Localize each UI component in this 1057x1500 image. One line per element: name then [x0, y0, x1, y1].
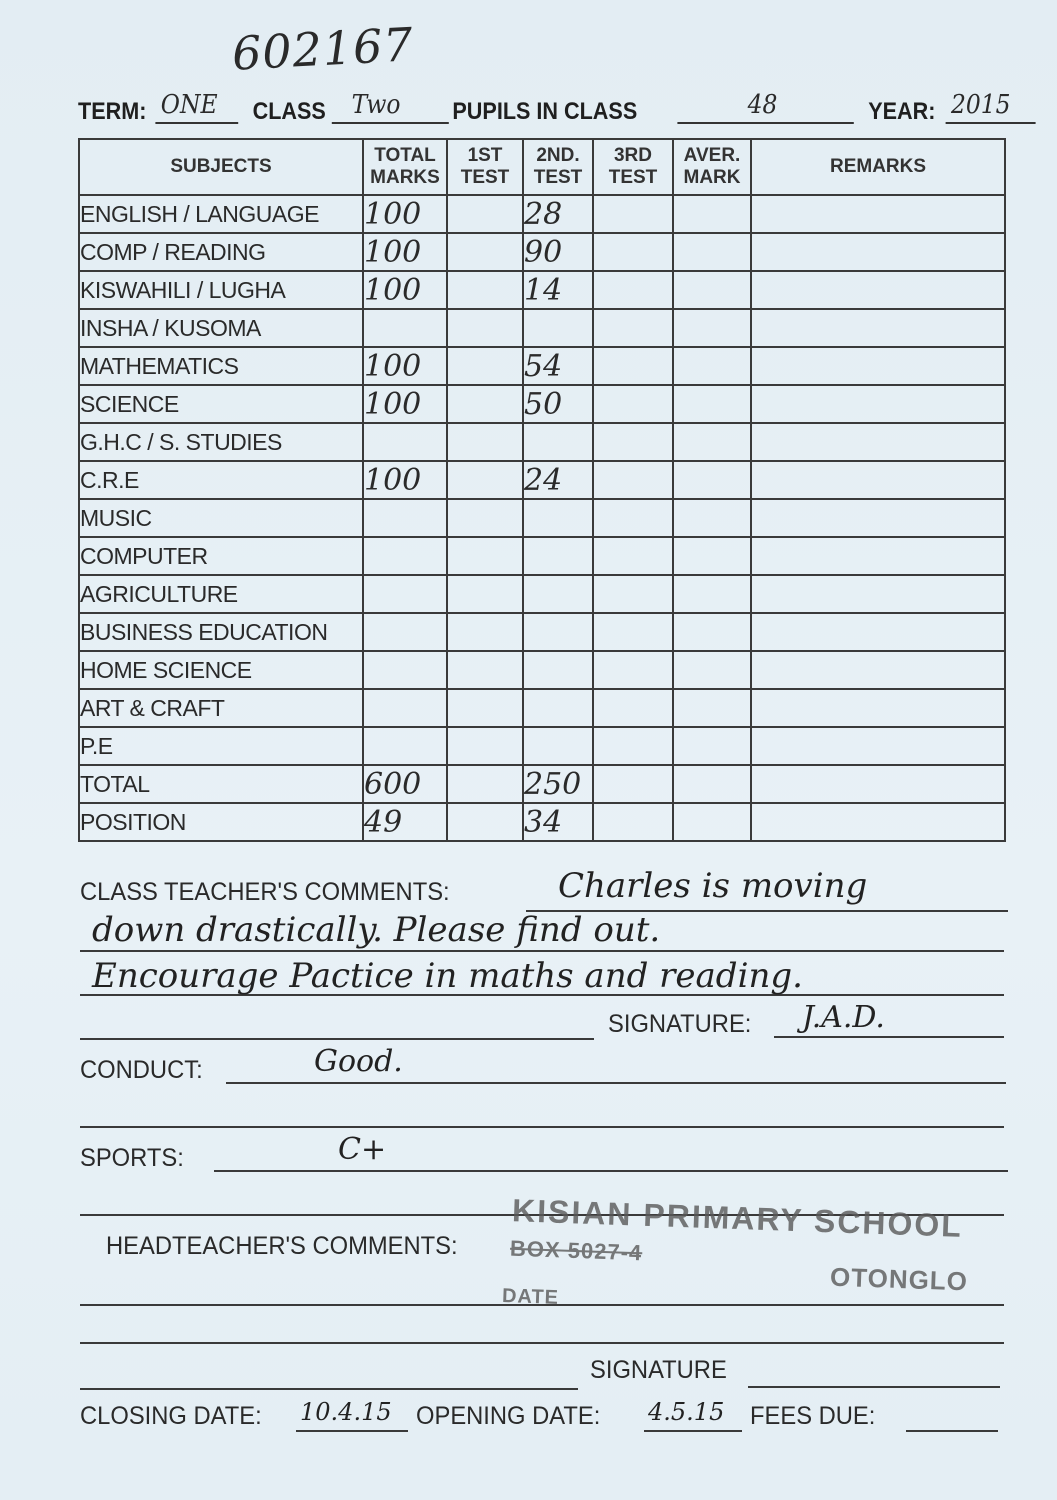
subject-cell: INSHA / KUSOMA	[79, 309, 363, 347]
table-row	[79, 233, 1005, 271]
table-row	[79, 575, 1005, 613]
serial-number: 602167	[230, 17, 415, 81]
second-test-cell[interactable]: 14	[523, 271, 593, 309]
average-mark-cell[interactable]	[673, 537, 751, 575]
third-test-cell[interactable]	[593, 689, 673, 727]
third-test-cell[interactable]	[593, 651, 673, 689]
second-test-cell[interactable]	[523, 309, 593, 347]
total-marks-cell[interactable]	[363, 651, 447, 689]
total-marks-cell[interactable]	[363, 309, 447, 347]
table-header-row	[79, 139, 1005, 195]
average-mark-cell[interactable]	[673, 385, 751, 423]
first-test-cell[interactable]	[447, 385, 523, 423]
remarks-cell[interactable]	[751, 689, 1005, 727]
subject-cell: ENGLISH / LANGUAGE	[79, 195, 363, 233]
remarks-cell[interactable]	[751, 195, 1005, 233]
total-marks-cell[interactable]: 600	[363, 765, 447, 803]
third-test-cell[interactable]	[593, 765, 673, 803]
subjects-header: SUBJECTS	[79, 139, 363, 195]
second-test-cell[interactable]: 34	[523, 803, 593, 841]
total-marks-cell[interactable]	[363, 689, 447, 727]
average-mark-cell[interactable]	[673, 689, 751, 727]
subject-cell: G.H.C / S. STUDIES	[79, 423, 363, 461]
third-test-cell[interactable]	[593, 727, 673, 765]
second-test-cell[interactable]: 28	[523, 195, 593, 233]
first-test-cell[interactable]	[447, 803, 523, 841]
table-row	[79, 461, 1005, 499]
table-row	[79, 195, 1005, 233]
first-test-cell[interactable]	[447, 195, 523, 233]
first-test-cell[interactable]	[447, 271, 523, 309]
remarks-header: REMARKS	[751, 139, 1005, 195]
first-test-cell[interactable]	[447, 309, 523, 347]
total-marks-cell[interactable]	[363, 499, 447, 537]
average-mark-cell[interactable]	[673, 309, 751, 347]
table-row	[79, 347, 1005, 385]
remarks-cell[interactable]	[751, 233, 1005, 271]
remarks-cell[interactable]	[751, 271, 1005, 309]
remarks-cell[interactable]	[751, 803, 1005, 841]
school-stamp-town: OTONGLO	[829, 1261, 969, 1297]
average-mark-cell[interactable]	[673, 651, 751, 689]
table-row	[79, 613, 1005, 651]
second-test-cell[interactable]: 50	[523, 385, 593, 423]
average-mark-cell[interactable]	[673, 613, 751, 651]
average-mark-cell[interactable]	[673, 765, 751, 803]
pupils-value: 48	[747, 90, 778, 120]
subject-cell: KISWAHILI / LUGHA	[79, 271, 363, 309]
first-test-cell[interactable]	[447, 613, 523, 651]
second-test-cell[interactable]	[523, 575, 593, 613]
third-test-cell[interactable]	[593, 271, 673, 309]
subject-cell: SCIENCE	[79, 385, 363, 423]
remarks-cell[interactable]	[751, 537, 1005, 575]
first-test-cell[interactable]	[447, 423, 523, 461]
table-row	[79, 803, 1005, 841]
table-row	[79, 537, 1005, 575]
subject-cell: ART & CRAFT	[79, 689, 363, 727]
term-field[interactable]	[155, 92, 238, 124]
class-field[interactable]	[332, 92, 449, 124]
third-test-cell[interactable]	[593, 461, 673, 499]
third-test-cell[interactable]	[593, 499, 673, 537]
table-row	[79, 499, 1005, 537]
subject-cell: COMP / READING	[79, 233, 363, 271]
third-test-header: 3RD TEST	[593, 139, 673, 195]
third-test-cell[interactable]	[593, 803, 673, 841]
third-test-cell[interactable]	[593, 537, 673, 575]
school-stamp-date: DATE	[501, 1285, 560, 1309]
third-test-cell[interactable]	[593, 423, 673, 461]
total-marks-header: TOTAL MARKS	[363, 139, 447, 195]
closing-date-value[interactable]: 10.4.15	[300, 1398, 392, 1426]
second-test-cell[interactable]	[523, 499, 593, 537]
remarks-cell[interactable]	[751, 613, 1005, 651]
term-value: ONE	[160, 90, 218, 120]
total-marks-cell[interactable]: 100	[363, 385, 447, 423]
average-mark-cell[interactable]	[673, 499, 751, 537]
second-test-cell[interactable]	[523, 727, 593, 765]
average-mark-header: AVER. MARK	[673, 139, 751, 195]
subject-cell: BUSINESS EDUCATION	[79, 613, 363, 651]
subject-cell: HOME SCIENCE	[79, 651, 363, 689]
total-marks-cell[interactable]	[363, 613, 447, 651]
third-test-cell[interactable]	[593, 613, 673, 651]
head-signature-label: SIGNATURE	[590, 1356, 727, 1384]
average-mark-cell[interactable]	[673, 727, 751, 765]
table-row	[79, 309, 1005, 347]
year-field[interactable]	[946, 92, 1036, 124]
table-row	[79, 727, 1005, 765]
closing-date-label: CLOSING DATE:	[80, 1402, 262, 1430]
year-label: YEAR:	[868, 98, 936, 125]
table-row	[79, 765, 1005, 803]
first-test-cell[interactable]	[447, 537, 523, 575]
class-value: Two	[351, 90, 401, 120]
remarks-cell[interactable]	[751, 309, 1005, 347]
second-test-cell[interactable]	[523, 613, 593, 651]
conduct-label: CONDUCT:	[80, 1056, 203, 1084]
class-teacher-comment-line1[interactable]: Charles is moving	[558, 866, 868, 906]
class-label: CLASS	[252, 98, 326, 125]
third-test-cell[interactable]	[593, 347, 673, 385]
remarks-cell[interactable]	[751, 461, 1005, 499]
subject-cell: COMPUTER	[79, 537, 363, 575]
class-teacher-signature[interactable]: J.A.D.	[802, 1000, 885, 1035]
average-mark-cell[interactable]	[673, 347, 751, 385]
class-teacher-comments-label: CLASS TEACHER'S COMMENTS:	[80, 878, 450, 906]
remarks-cell[interactable]	[751, 765, 1005, 803]
school-stamp-box: BOX 5027-4	[509, 1235, 643, 1266]
second-test-cell[interactable]	[523, 689, 593, 727]
table-row	[79, 423, 1005, 461]
header-row	[78, 90, 1011, 128]
subject-cell: AGRICULTURE	[79, 575, 363, 613]
first-test-cell[interactable]	[447, 727, 523, 765]
conduct-value[interactable]: Good.	[314, 1044, 403, 1079]
average-mark-cell[interactable]	[673, 423, 751, 461]
remarks-cell[interactable]	[751, 499, 1005, 537]
table-row	[79, 689, 1005, 727]
average-mark-cell[interactable]	[673, 461, 751, 499]
total-marks-cell[interactable]: 100	[363, 461, 447, 499]
second-test-cell[interactable]	[523, 537, 593, 575]
first-test-cell[interactable]	[447, 689, 523, 727]
remarks-cell[interactable]	[751, 347, 1005, 385]
fees-due-label: FEES DUE:	[750, 1402, 876, 1430]
class-teacher-comment-line3[interactable]: Encourage Pactice in maths and reading.	[92, 956, 803, 996]
class-teacher-signature-label: SIGNATURE:	[608, 1010, 752, 1038]
total-marks-cell[interactable]	[363, 537, 447, 575]
year-value: 2015	[951, 90, 1011, 120]
sports-label: SPORTS:	[80, 1144, 184, 1172]
average-mark-cell[interactable]	[673, 271, 751, 309]
first-test-cell[interactable]	[447, 347, 523, 385]
remarks-cell[interactable]	[751, 575, 1005, 613]
opening-date-label: OPENING DATE:	[416, 1402, 601, 1430]
subject-cell: P.E	[79, 727, 363, 765]
marks-table	[78, 138, 1006, 842]
average-mark-cell[interactable]	[673, 195, 751, 233]
first-test-cell[interactable]	[447, 765, 523, 803]
first-test-cell[interactable]	[447, 575, 523, 613]
total-marks-cell[interactable]: 100	[363, 195, 447, 233]
subject-cell: MATHEMATICS	[79, 347, 363, 385]
subject-cell: MUSIC	[79, 499, 363, 537]
remarks-cell[interactable]	[751, 385, 1005, 423]
remarks-cell[interactable]	[751, 651, 1005, 689]
total-marks-cell[interactable]: 100	[363, 347, 447, 385]
opening-date-value[interactable]: 4.5.15	[648, 1398, 725, 1426]
third-test-cell[interactable]	[593, 385, 673, 423]
third-test-cell[interactable]	[593, 233, 673, 271]
sports-value[interactable]: C+	[338, 1132, 387, 1167]
table-row	[79, 271, 1005, 309]
second-test-cell[interactable]: 24	[523, 461, 593, 499]
headteacher-comments-label: HEADTEACHER'S COMMENTS:	[106, 1232, 458, 1260]
total-marks-cell[interactable]: 100	[363, 233, 447, 271]
subject-cell: C.R.E	[79, 461, 363, 499]
school-stamp-name: KISIAN PRIMARY SCHOOL	[511, 1192, 964, 1244]
second-test-cell[interactable]	[523, 651, 593, 689]
table-row	[79, 651, 1005, 689]
remarks-cell[interactable]	[751, 423, 1005, 461]
remarks-cell[interactable]	[751, 727, 1005, 765]
average-mark-cell[interactable]	[673, 803, 751, 841]
total-marks-cell[interactable]: 100	[363, 271, 447, 309]
second-test-cell[interactable]	[523, 423, 593, 461]
average-mark-cell[interactable]	[673, 233, 751, 271]
total-marks-cell[interactable]	[363, 575, 447, 613]
table-row	[79, 385, 1005, 423]
term-label: TERM:	[78, 98, 147, 125]
third-test-cell[interactable]	[593, 195, 673, 233]
first-test-cell[interactable]	[447, 499, 523, 537]
fees-due-field[interactable]	[906, 1430, 998, 1432]
pupils-label: PUPILS IN CLASS	[452, 98, 638, 125]
total-marks-cell[interactable]: 49	[363, 803, 447, 841]
second-test-cell[interactable]: 54	[523, 347, 593, 385]
first-test-cell[interactable]	[447, 461, 523, 499]
class-teacher-comment-line2[interactable]: down drastically. Please find out.	[92, 910, 661, 950]
total-marks-cell[interactable]	[363, 727, 447, 765]
second-test-cell[interactable]: 90	[523, 233, 593, 271]
first-test-cell[interactable]	[447, 651, 523, 689]
second-test-cell[interactable]: 250	[523, 765, 593, 803]
first-test-header: 1ST TEST	[447, 139, 523, 195]
second-test-header: 2ND. TEST	[523, 139, 593, 195]
average-mark-cell[interactable]	[673, 575, 751, 613]
third-test-cell[interactable]	[593, 309, 673, 347]
first-test-cell[interactable]	[447, 233, 523, 271]
subject-cell: POSITION	[79, 803, 363, 841]
pupils-field[interactable]	[677, 92, 853, 124]
third-test-cell[interactable]	[593, 575, 673, 613]
total-marks-cell[interactable]	[363, 423, 447, 461]
subject-cell: TOTAL	[79, 765, 363, 803]
